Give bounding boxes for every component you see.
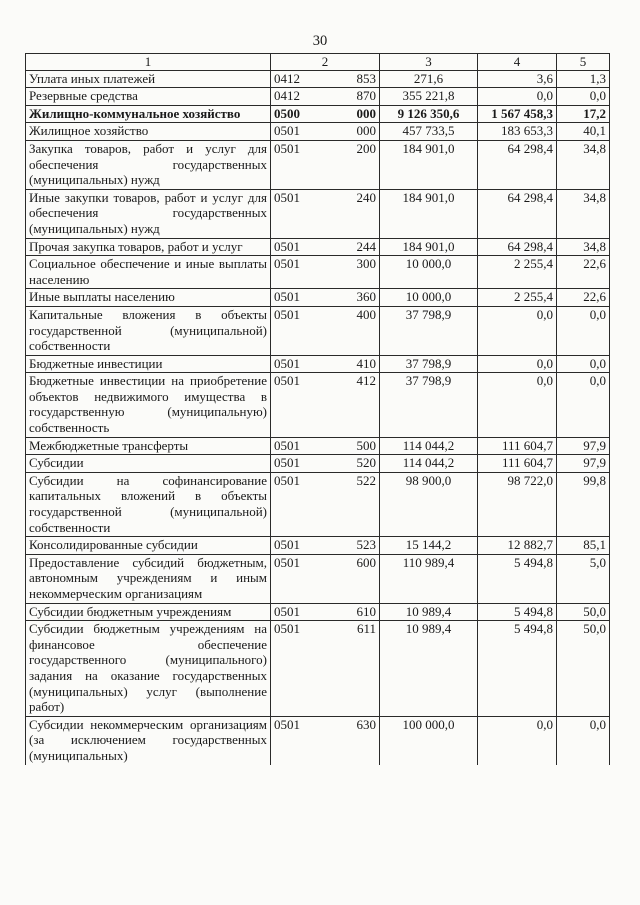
row-name: Иные выплаты населению: [26, 289, 271, 307]
row-name: Консолидированные субсидии: [26, 537, 271, 555]
row-expense-code: 600: [326, 554, 380, 603]
row-planned-value: 10 989,4: [380, 603, 478, 621]
row-executed-value: 111 604,7: [478, 455, 557, 473]
row-executed-value: 5 494,8: [478, 621, 557, 717]
row-execution-percent: 85,1: [557, 537, 610, 555]
header-cell-3: 3: [380, 54, 478, 71]
row-execution-percent: 99,8: [557, 472, 610, 536]
row-expense-code: 244: [326, 238, 380, 256]
row-section-code: 0500: [271, 105, 326, 123]
row-executed-value: 2 255,4: [478, 289, 557, 307]
row-planned-value: 10 000,0: [380, 256, 478, 289]
row-execution-percent: 17,2: [557, 105, 610, 123]
table-row: [26, 189, 610, 238]
table-row: [26, 88, 610, 106]
row-execution-percent: 0,0: [557, 716, 610, 764]
table-row: [26, 70, 610, 88]
row-expense-code: 000: [326, 123, 380, 141]
row-name: Предоставление субсидий бюджетным, автономным учреждениям и иным некоммерческим организациям: [26, 554, 271, 603]
table-row: [26, 621, 610, 717]
row-expense-code: 630: [326, 716, 380, 764]
row-section-code: 0501: [271, 621, 326, 717]
row-expense-code: 410: [326, 355, 380, 373]
row-execution-percent: 50,0: [557, 621, 610, 717]
table-row: [26, 603, 610, 621]
row-section-code: 0501: [271, 537, 326, 555]
row-expense-code: 240: [326, 189, 380, 238]
row-executed-value: 0,0: [478, 306, 557, 355]
row-executed-value: 2 255,4: [478, 256, 557, 289]
row-planned-value: 37 798,9: [380, 373, 478, 437]
row-execution-percent: 0,0: [557, 355, 610, 373]
row-name: Бюджетные инвестиции на приобретение объектов недвижимого имущества в государственную (муниципальную) собственность: [26, 373, 271, 437]
row-expense-code: 520: [326, 455, 380, 473]
row-section-code: 0501: [271, 140, 326, 189]
table-row: [26, 105, 610, 123]
table-row: [26, 554, 610, 603]
table-row: [26, 289, 610, 307]
row-execution-percent: 97,9: [557, 437, 610, 455]
row-executed-value: 0,0: [478, 373, 557, 437]
row-section-code: 0501: [271, 603, 326, 621]
row-planned-value: 15 144,2: [380, 537, 478, 555]
row-planned-value: 355 221,8: [380, 88, 478, 106]
row-expense-code: 853: [326, 70, 380, 88]
row-name: Жилищно-коммунальное хозяйство: [26, 105, 271, 123]
row-executed-value: 5 494,8: [478, 603, 557, 621]
row-section-code: 0501: [271, 238, 326, 256]
table-row: [26, 472, 610, 536]
row-executed-value: 1 567 458,3: [478, 105, 557, 123]
row-expense-code: 000: [326, 105, 380, 123]
table-row: [26, 123, 610, 141]
table-header-row: [26, 54, 610, 71]
row-planned-value: 98 900,0: [380, 472, 478, 536]
row-planned-value: 184 901,0: [380, 238, 478, 256]
row-planned-value: 37 798,9: [380, 306, 478, 355]
row-execution-percent: 97,9: [557, 455, 610, 473]
row-expense-code: 523: [326, 537, 380, 555]
row-executed-value: 64 298,4: [478, 189, 557, 238]
row-planned-value: 37 798,9: [380, 355, 478, 373]
row-section-code: 0501: [271, 355, 326, 373]
row-name: Иные закупки товаров, работ и услуг для обеспечения государственных (муниципальных) нужд: [26, 189, 271, 238]
row-name: Субсидии на софинансирование капитальных вложений в объекты государственной (муниципальной) собственности: [26, 472, 271, 536]
row-executed-value: 3,6: [478, 70, 557, 88]
table-row: [26, 716, 610, 764]
row-section-code: 0501: [271, 123, 326, 141]
table-row: [26, 256, 610, 289]
row-executed-value: 98 722,0: [478, 472, 557, 536]
row-planned-value: 184 901,0: [380, 140, 478, 189]
row-section-code: 0501: [271, 554, 326, 603]
row-execution-percent: 50,0: [557, 603, 610, 621]
table-row: [26, 455, 610, 473]
row-planned-value: 100 000,0: [380, 716, 478, 764]
row-executed-value: 0,0: [478, 716, 557, 764]
row-section-code: 0501: [271, 472, 326, 536]
row-execution-percent: 1,3: [557, 70, 610, 88]
table-row: [26, 140, 610, 189]
row-executed-value: 111 604,7: [478, 437, 557, 455]
row-executed-value: 0,0: [478, 355, 557, 373]
row-execution-percent: 0,0: [557, 306, 610, 355]
table-row: [26, 373, 610, 437]
table-row: [26, 437, 610, 455]
row-planned-value: 457 733,5: [380, 123, 478, 141]
row-planned-value: 114 044,2: [380, 437, 478, 455]
row-name: Социальное обеспечение и иные выплаты населению: [26, 256, 271, 289]
header-cell-5: 5: [557, 54, 610, 71]
row-expense-code: 500: [326, 437, 380, 455]
row-execution-percent: 40,1: [557, 123, 610, 141]
row-section-code: 0412: [271, 88, 326, 106]
row-expense-code: 611: [326, 621, 380, 717]
row-executed-value: 0,0: [478, 88, 557, 106]
row-section-code: 0501: [271, 306, 326, 355]
row-planned-value: 184 901,0: [380, 189, 478, 238]
row-expense-code: 522: [326, 472, 380, 536]
row-name: Закупка товаров, работ и услуг для обеспечения государственных (муниципальных) нужд: [26, 140, 271, 189]
row-planned-value: 10 989,4: [380, 621, 478, 717]
row-expense-code: 200: [326, 140, 380, 189]
row-name: Субсидии некоммерческим организациям (за исключением государственных (муниципальных): [26, 716, 271, 764]
row-planned-value: 271,6: [380, 70, 478, 88]
row-planned-value: 9 126 350,6: [380, 105, 478, 123]
row-section-code: 0501: [271, 189, 326, 238]
row-section-code: 0501: [271, 716, 326, 764]
row-name: Межбюджетные трансферты: [26, 437, 271, 455]
row-execution-percent: 22,6: [557, 256, 610, 289]
row-execution-percent: 0,0: [557, 373, 610, 437]
row-name: Уплата иных платежей: [26, 70, 271, 88]
table-row: [26, 355, 610, 373]
header-cell-1: 1: [26, 54, 271, 71]
row-planned-value: 114 044,2: [380, 455, 478, 473]
row-name: Субсидии бюджетным учреждениям на финансовое обеспечение государственного (муниципального) задания на оказание государственных (муниципальных) услуг (выполнение работ): [26, 621, 271, 717]
header-cell-4: 4: [478, 54, 557, 71]
row-execution-percent: 22,6: [557, 289, 610, 307]
row-section-code: 0501: [271, 289, 326, 307]
row-expense-code: 870: [326, 88, 380, 106]
row-planned-value: 10 000,0: [380, 289, 478, 307]
table-row: [26, 238, 610, 256]
row-name: Резервные средства: [26, 88, 271, 106]
row-section-code: 0501: [271, 373, 326, 437]
row-executed-value: 5 494,8: [478, 554, 557, 603]
row-execution-percent: 34,8: [557, 238, 610, 256]
row-name: Субсидии бюджетным учреждениям: [26, 603, 271, 621]
header-cell-2: 2: [271, 54, 380, 71]
budget-table: [25, 53, 610, 765]
row-name: Жилищное хозяйство: [26, 123, 271, 141]
row-name: Субсидии: [26, 455, 271, 473]
row-section-code: 0501: [271, 455, 326, 473]
row-expense-code: 412: [326, 373, 380, 437]
row-section-code: 0501: [271, 256, 326, 289]
row-section-code: 0412: [271, 70, 326, 88]
row-execution-percent: 34,8: [557, 189, 610, 238]
row-name: Бюджетные инвестиции: [26, 355, 271, 373]
row-executed-value: 64 298,4: [478, 238, 557, 256]
row-expense-code: 400: [326, 306, 380, 355]
row-expense-code: 610: [326, 603, 380, 621]
row-section-code: 0501: [271, 437, 326, 455]
row-expense-code: 360: [326, 289, 380, 307]
row-planned-value: 110 989,4: [380, 554, 478, 603]
row-name: Капитальные вложения в объекты государственной (муниципальной) собственности: [26, 306, 271, 355]
row-executed-value: 64 298,4: [478, 140, 557, 189]
row-execution-percent: 34,8: [557, 140, 610, 189]
row-name: Прочая закупка товаров, работ и услуг: [26, 238, 271, 256]
page-number: 30: [312, 33, 328, 49]
table-row: [26, 537, 610, 555]
row-expense-code: 300: [326, 256, 380, 289]
row-executed-value: 183 653,3: [478, 123, 557, 141]
row-execution-percent: 5,0: [557, 554, 610, 603]
table-row: [26, 306, 610, 355]
row-executed-value: 12 882,7: [478, 537, 557, 555]
row-execution-percent: 0,0: [557, 88, 610, 106]
